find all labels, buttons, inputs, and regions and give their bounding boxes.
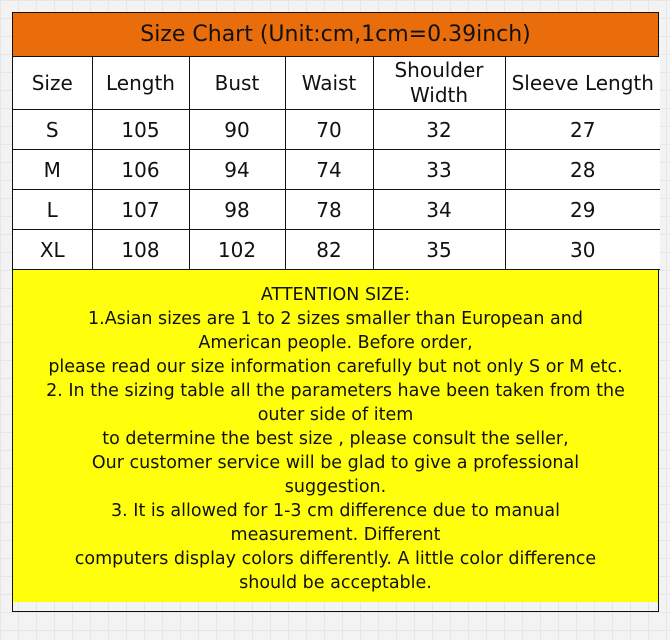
table-row [13, 110, 660, 150]
table-cell: M [13, 150, 92, 190]
notes-line: American people. Before order, [198, 333, 473, 353]
table-cell: 27 [505, 110, 660, 150]
table-cell: 82 [285, 230, 373, 270]
size-chart [12, 12, 659, 612]
notes-line: 3. It is allowed for 1-3 cm difference due to manual [111, 501, 560, 521]
notes-line: outer side of item [257, 405, 414, 425]
table-cell: 29 [505, 190, 660, 230]
table-cell: 70 [285, 110, 373, 150]
table-cell: 32 [373, 110, 505, 150]
notes-line: please read our size information carefully but not only S or M etc. [48, 357, 623, 377]
table-cell: 30 [505, 230, 660, 270]
table-header-row [13, 57, 660, 110]
table-cell: L [13, 190, 92, 230]
notes-line: measurement. Different [230, 525, 441, 545]
header-length: Length [92, 57, 189, 110]
notes-line: 1.Asian sizes are 1 to 2 sizes smaller than European and [88, 309, 583, 329]
table-cell: XL [13, 230, 92, 270]
table-row [13, 190, 660, 230]
table-cell: 33 [373, 150, 505, 190]
table-cell: 108 [92, 230, 189, 270]
table-row [13, 230, 660, 270]
table-cell: 28 [505, 150, 660, 190]
size-chart-title: Size Chart (Unit:cm,1cm=0.39inch) [13, 13, 658, 57]
table-cell: 94 [189, 150, 285, 190]
table-row [13, 150, 660, 190]
table-cell: 35 [373, 230, 505, 270]
notes-line: Our customer service will be glad to give a professional [91, 453, 580, 473]
notes-line: should be acceptable. [239, 573, 432, 593]
header-shoulder-width: Shoulder Width [373, 57, 505, 110]
table-cell: 102 [189, 230, 285, 270]
notes-line: 2. In the sizing table all the parameters have been taken from the [46, 381, 625, 401]
header-waist: Waist [285, 57, 373, 110]
attention-notes [13, 270, 658, 602]
table-cell: 34 [373, 190, 505, 230]
table-cell: 98 [189, 190, 285, 230]
header-size: Size [13, 57, 92, 110]
notes-line: suggestion. [284, 477, 387, 497]
notes-heading: ATTENTION SIZE: [260, 285, 411, 305]
header-sleeve-length: Sleeve Length [505, 57, 660, 110]
table-cell: S [13, 110, 92, 150]
header-bust: Bust [189, 57, 285, 110]
table-cell: 78 [285, 190, 373, 230]
table-cell: 105 [92, 110, 189, 150]
table-cell: 90 [189, 110, 285, 150]
table-cell: 106 [92, 150, 189, 190]
size-table [13, 57, 660, 270]
notes-line: to determine the best size , please consult the seller, [102, 429, 569, 449]
table-cell: 107 [92, 190, 189, 230]
notes-line: computers display colors differently. A little color difference [74, 549, 597, 569]
table-cell: 74 [285, 150, 373, 190]
